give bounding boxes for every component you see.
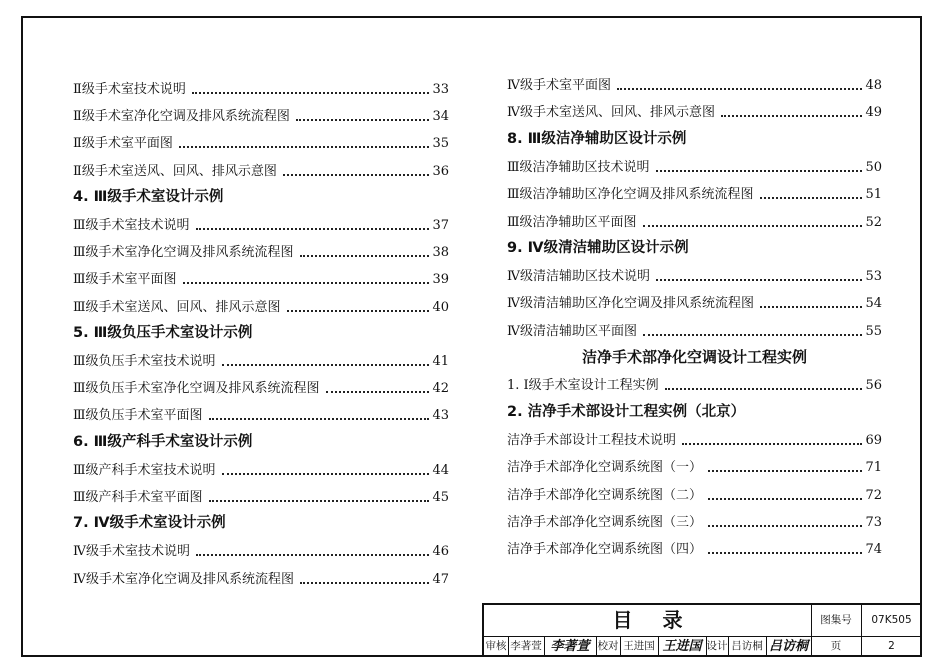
dot-leader	[283, 174, 430, 176]
toc-entry-title: 1. Ⅰ级手术室设计工程实例	[507, 378, 659, 394]
toc-entry-title: Ⅲ级洁净辅助区平面图	[507, 214, 637, 230]
toc-entry-page: 74	[865, 542, 882, 558]
dot-leader	[300, 255, 430, 257]
toc-entry-page: 45	[432, 490, 449, 505]
toc-entry-title: Ⅳ级手术室平面图	[507, 78, 611, 93]
toc-entry-page: 35	[432, 136, 449, 152]
atlas-label: 图集号	[811, 605, 862, 637]
check-name: 王进国	[620, 636, 659, 657]
toc-entry-page: 69	[865, 432, 882, 448]
toc-entry	[507, 211, 882, 231]
toc-entry-title: 洁净手术部设计工程技术说明	[507, 432, 677, 448]
toc-entry	[507, 156, 882, 176]
dot-leader	[656, 279, 862, 281]
dot-leader	[656, 170, 863, 172]
dot-leader	[708, 498, 862, 500]
title-block	[482, 603, 922, 657]
dot-leader	[183, 282, 430, 284]
toc-entry	[507, 429, 882, 449]
dot-leader	[643, 225, 863, 227]
atlas-number: 07K505	[861, 605, 922, 637]
dot-leader	[708, 525, 862, 527]
dot-leader	[300, 582, 429, 584]
toc-entry	[73, 350, 449, 370]
toc-entry	[73, 377, 449, 397]
toc-entry	[507, 538, 882, 558]
dot-leader	[708, 470, 862, 472]
toc-entry-title: Ⅲ级手术室净化空调及排风系统流程图	[73, 245, 294, 261]
dot-leader	[222, 473, 430, 475]
toc-entry-page: 52	[865, 214, 882, 230]
toc-entry-page: 44	[432, 462, 449, 478]
toc-part-heading: 洁净手术部净化空调设计工程实例	[581, 348, 807, 366]
toc-entry-page: 46	[432, 544, 449, 560]
toc-entry	[73, 241, 449, 261]
toc-entry	[73, 296, 449, 316]
toc-entry-title: Ⅳ级清洁辅助区技术说明	[507, 269, 650, 285]
design-signature: 吕访桐	[766, 636, 812, 657]
toc-entry-title: Ⅲ级手术室送风、回风、排风示意图	[73, 299, 281, 315]
toc-entry	[73, 459, 449, 479]
toc-entry-page: 54	[865, 296, 882, 312]
toc-entry-title: Ⅳ级手术室技术说明	[73, 544, 190, 560]
toc-entry-page: 40	[432, 299, 449, 315]
toc-entry-title: 洁净手术部净化空调系统图（四）	[507, 542, 703, 558]
toc-entry	[507, 484, 882, 504]
toc-entry-page: 37	[432, 218, 449, 233]
toc-entry	[507, 292, 882, 312]
toc-entry-page: 71	[865, 460, 882, 476]
toc-section-heading: 9. Ⅳ级清洁辅助区设计示例	[507, 239, 689, 256]
toc-entry-title: Ⅱ级手术室净化空调及排风系统流程图	[73, 109, 290, 125]
toc-entry	[73, 540, 449, 560]
toc-entry-page: 36	[432, 163, 449, 179]
toc-entry-title: Ⅲ级负压手术室净化空调及排风系统流程图	[73, 381, 320, 397]
toc-entry-title: Ⅱ级手术室技术说明	[73, 82, 186, 97]
review-signature: 李著萱	[544, 636, 597, 657]
toc-entry-page: 48	[865, 78, 882, 93]
toc-entry	[73, 105, 449, 125]
dot-leader	[196, 228, 430, 230]
toc-entry	[73, 404, 449, 424]
toc-entry-title: Ⅱ级手术室送风、回风、排风示意图	[73, 163, 277, 179]
toc-entry-page: 53	[865, 269, 882, 285]
toc-entry-title: Ⅲ级洁净辅助区技术说明	[507, 159, 650, 175]
toc-section-heading: 6. Ⅲ级产科手术室设计示例	[73, 433, 253, 450]
dot-leader	[721, 115, 862, 117]
toc-section-heading: 5. Ⅲ级负压手术室设计示例	[73, 324, 253, 341]
dot-leader	[209, 418, 430, 420]
toc-entry	[507, 101, 882, 121]
toc-entry-page: 49	[865, 105, 882, 121]
toc-entry-page: 47	[432, 571, 449, 587]
toc-entry-title: Ⅳ级清洁辅助区净化空调及排风系统流程图	[507, 296, 754, 312]
toc-section-heading: 4. Ⅲ级手术室设计示例	[73, 188, 224, 205]
toc-entry-title: Ⅳ级手术室净化空调及排风系统流程图	[73, 571, 294, 587]
toc-entry-page: 55	[865, 323, 882, 339]
dot-leader	[617, 88, 862, 90]
dot-leader	[682, 443, 862, 445]
dot-leader	[665, 388, 863, 390]
toc-entry-page: 56	[865, 378, 882, 394]
design-name: 吕访桐	[728, 636, 767, 657]
toc-section-heading: 2. 洁净手术部设计工程实例（北京）	[507, 403, 746, 420]
toc-entry	[507, 511, 882, 531]
toc-entry-title: Ⅲ级负压手术室平面图	[73, 408, 203, 424]
toc-entry-title: Ⅳ级手术室送风、回风、排风示意图	[507, 105, 715, 121]
toc-entry-title: Ⅲ级手术室平面图	[73, 272, 177, 288]
design-label: 设计	[706, 636, 729, 657]
toc-entry	[507, 456, 882, 476]
dot-leader	[179, 146, 430, 148]
toc-entry-title: 洁净手术部净化空调系统图（三）	[507, 514, 703, 530]
toc-entry-page: 38	[432, 245, 449, 261]
dot-leader	[192, 92, 430, 94]
review-label: 审核	[484, 636, 509, 657]
dot-leader	[196, 554, 429, 556]
toc-entry-page: 33	[432, 82, 449, 97]
dot-leader	[209, 500, 430, 502]
toc-entry	[73, 268, 449, 288]
page-number: 2	[888, 640, 895, 652]
toc-entry-page: 39	[432, 272, 449, 288]
toc-entry-title: 洁净手术部净化空调系统图（一）	[507, 460, 703, 476]
review-name: 李著萱	[508, 636, 545, 657]
toc-entry	[507, 320, 882, 340]
toc-entry	[507, 183, 882, 203]
toc-entry-title: Ⅲ级洁净辅助区净化空调及排风系统流程图	[507, 187, 754, 203]
toc-section-heading: 8. Ⅲ级洁净辅助区设计示例	[507, 130, 687, 147]
dot-leader	[287, 310, 430, 312]
toc-entry	[73, 214, 449, 234]
toc-entry-page: 72	[865, 487, 882, 503]
toc-entry-page: 50	[865, 159, 882, 175]
dot-leader	[222, 364, 430, 366]
toc-entry	[73, 132, 449, 152]
toc-entry-page: 34	[432, 109, 449, 125]
toc-entry	[73, 78, 449, 98]
title-block-title: 目录	[484, 605, 812, 637]
toc-entry	[507, 374, 882, 394]
toc-entry-title: Ⅳ级清洁辅助区平面图	[507, 323, 637, 339]
dot-leader	[708, 552, 862, 554]
toc-entry-page: 41	[432, 354, 449, 369]
dot-leader	[760, 197, 863, 199]
toc-entry	[507, 74, 882, 94]
toc-section-heading: 7. Ⅳ级手术室设计示例	[73, 515, 226, 532]
page-label: 页	[811, 636, 862, 657]
toc-entry-title: 洁净手术部净化空调系统图（二）	[507, 487, 703, 503]
toc-entry	[73, 568, 449, 588]
check-signature: 王进国	[658, 636, 707, 657]
toc-entry	[73, 160, 449, 180]
toc-entry-page: 42	[432, 381, 449, 397]
toc-entry-page: 73	[865, 514, 882, 530]
dot-leader	[760, 306, 862, 308]
toc-entry-title: Ⅲ级负压手术室技术说明	[73, 354, 216, 369]
toc-entry	[507, 265, 882, 285]
dot-leader	[643, 334, 862, 336]
toc-entry-title: Ⅱ级手术室平面图	[73, 136, 173, 152]
dot-leader	[296, 119, 430, 121]
toc-entry-title: Ⅲ级手术室技术说明	[73, 218, 190, 233]
toc-entry	[73, 486, 449, 506]
toc-entry-title: Ⅲ级产科手术室平面图	[73, 490, 203, 505]
toc-entry-page: 51	[865, 187, 882, 203]
check-label: 校对	[596, 636, 621, 657]
toc-entry-title: Ⅲ级产科手术室技术说明	[73, 462, 216, 478]
toc-entry-page: 43	[432, 408, 449, 424]
dot-leader	[326, 391, 430, 393]
